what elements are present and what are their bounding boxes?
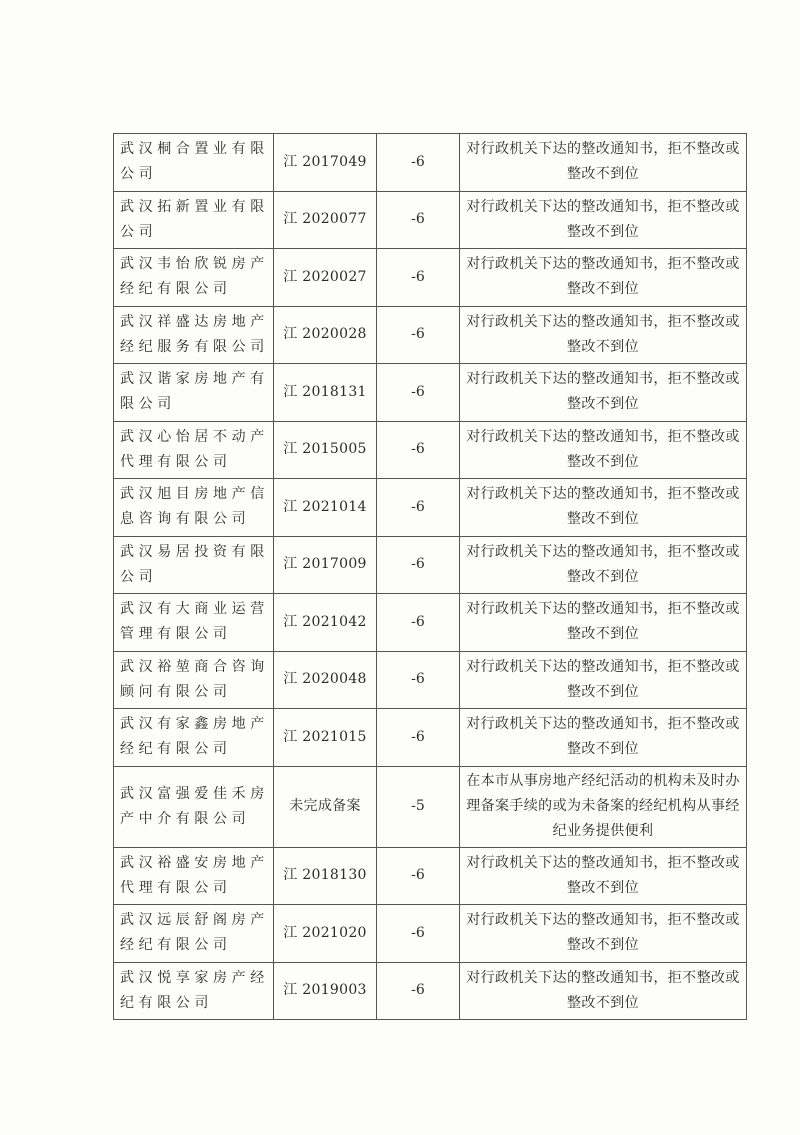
score-cell: -6 — [377, 134, 460, 192]
reason-cell: 对行政机关下达的整改通知书，拒不整改或整改不到位 — [460, 421, 747, 479]
reason-cell: 对行政机关下达的整改通知书，拒不整改或整改不到位 — [460, 847, 747, 905]
table-row — [114, 364, 747, 422]
table-body — [114, 134, 747, 1020]
registration-code-cell: 江 2019003 — [274, 962, 377, 1020]
company-name-cell: 武汉远辰舒阁房产经纪有限公司 — [114, 905, 274, 963]
reason-cell: 对行政机关下达的整改通知书，拒不整改或整改不到位 — [460, 479, 747, 537]
reason-cell: 对行政机关下达的整改通知书，拒不整改或整改不到位 — [460, 962, 747, 1020]
reason-cell: 对行政机关下达的整改通知书，拒不整改或整改不到位 — [460, 364, 747, 422]
score-cell: -6 — [377, 536, 460, 594]
reason-cell: 对行政机关下达的整改通知书，拒不整改或整改不到位 — [460, 594, 747, 652]
company-name-cell: 武汉裕盛安房地产代理有限公司 — [114, 847, 274, 905]
table-row — [114, 191, 747, 249]
company-name-cell: 武汉裕堃商合咨询顾问有限公司 — [114, 651, 274, 709]
company-name-cell: 武汉韦怡欣锐房产经纪有限公司 — [114, 249, 274, 307]
table-row — [114, 421, 747, 479]
company-name-cell: 武汉旭目房地产信息咨询有限公司 — [114, 479, 274, 537]
score-cell: -6 — [377, 594, 460, 652]
company-name-cell: 武汉祥盛达房地产经纪服务有限公司 — [114, 306, 274, 364]
score-cell: -6 — [377, 249, 460, 307]
score-cell: -6 — [377, 651, 460, 709]
reason-cell: 对行政机关下达的整改通知书，拒不整改或整改不到位 — [460, 905, 747, 963]
score-cell: -6 — [377, 364, 460, 422]
table-row — [114, 651, 747, 709]
table-row — [114, 306, 747, 364]
reason-cell: 对行政机关下达的整改通知书，拒不整改或整改不到位 — [460, 709, 747, 767]
score-cell: -6 — [377, 421, 460, 479]
score-cell: -6 — [377, 905, 460, 963]
score-cell: -6 — [377, 479, 460, 537]
table-row — [114, 766, 747, 847]
score-cell: -6 — [377, 847, 460, 905]
score-cell: -6 — [377, 709, 460, 767]
registration-code-cell: 江 2021020 — [274, 905, 377, 963]
registration-code-cell: 江 2018131 — [274, 364, 377, 422]
registration-code-cell: 未完成备案 — [274, 766, 377, 847]
registration-code-cell: 江 2020028 — [274, 306, 377, 364]
registration-code-cell: 江 2021014 — [274, 479, 377, 537]
registration-code-cell: 江 2017049 — [274, 134, 377, 192]
company-name-cell: 武汉谐家房地产有限公司 — [114, 364, 274, 422]
company-name-cell: 武汉桐合置业有限公司 — [114, 134, 274, 192]
score-cell: -6 — [377, 306, 460, 364]
registration-code-cell: 江 2017009 — [274, 536, 377, 594]
reason-cell: 对行政机关下达的整改通知书，拒不整改或整改不到位 — [460, 134, 747, 192]
registration-code-cell: 江 2015005 — [274, 421, 377, 479]
registration-code-cell: 江 2018130 — [274, 847, 377, 905]
reason-cell: 对行政机关下达的整改通知书，拒不整改或整改不到位 — [460, 306, 747, 364]
score-cell: -6 — [377, 191, 460, 249]
score-cell: -5 — [377, 766, 460, 847]
table-row — [114, 962, 747, 1020]
reason-cell: 对行政机关下达的整改通知书，拒不整改或整改不到位 — [460, 191, 747, 249]
registration-code-cell: 江 2021042 — [274, 594, 377, 652]
reason-cell: 在本市从事房地产经纪活动的机构未及时办理备案手续的或为未备案的经纪机构从事经纪业务提供便利 — [460, 766, 747, 847]
company-name-cell: 武汉易居投资有限公司 — [114, 536, 274, 594]
table-row — [114, 905, 747, 963]
company-name-cell: 武汉富强爱佳禾房产中介有限公司 — [114, 766, 274, 847]
table-row — [114, 249, 747, 307]
company-name-cell: 武汉悦享家房产经纪有限公司 — [114, 962, 274, 1020]
table-row — [114, 709, 747, 767]
table-row — [114, 134, 747, 192]
company-name-cell: 武汉有家鑫房地产经纪有限公司 — [114, 709, 274, 767]
company-name-cell: 武汉心怡居不动产代理有限公司 — [114, 421, 274, 479]
table-row — [114, 536, 747, 594]
registration-code-cell: 江 2020077 — [274, 191, 377, 249]
reason-cell: 对行政机关下达的整改通知书，拒不整改或整改不到位 — [460, 249, 747, 307]
score-cell: -6 — [377, 962, 460, 1020]
table-row — [114, 479, 747, 537]
registration-code-cell: 江 2020027 — [274, 249, 377, 307]
table-row — [114, 847, 747, 905]
company-name-cell: 武汉拓新置业有限公司 — [114, 191, 274, 249]
reason-cell: 对行政机关下达的整改通知书，拒不整改或整改不到位 — [460, 651, 747, 709]
registration-code-cell: 江 2020048 — [274, 651, 377, 709]
penalty-table — [113, 133, 747, 1020]
company-name-cell: 武汉有大商业运营管理有限公司 — [114, 594, 274, 652]
table-row — [114, 594, 747, 652]
registration-code-cell: 江 2021015 — [274, 709, 377, 767]
reason-cell: 对行政机关下达的整改通知书，拒不整改或整改不到位 — [460, 536, 747, 594]
